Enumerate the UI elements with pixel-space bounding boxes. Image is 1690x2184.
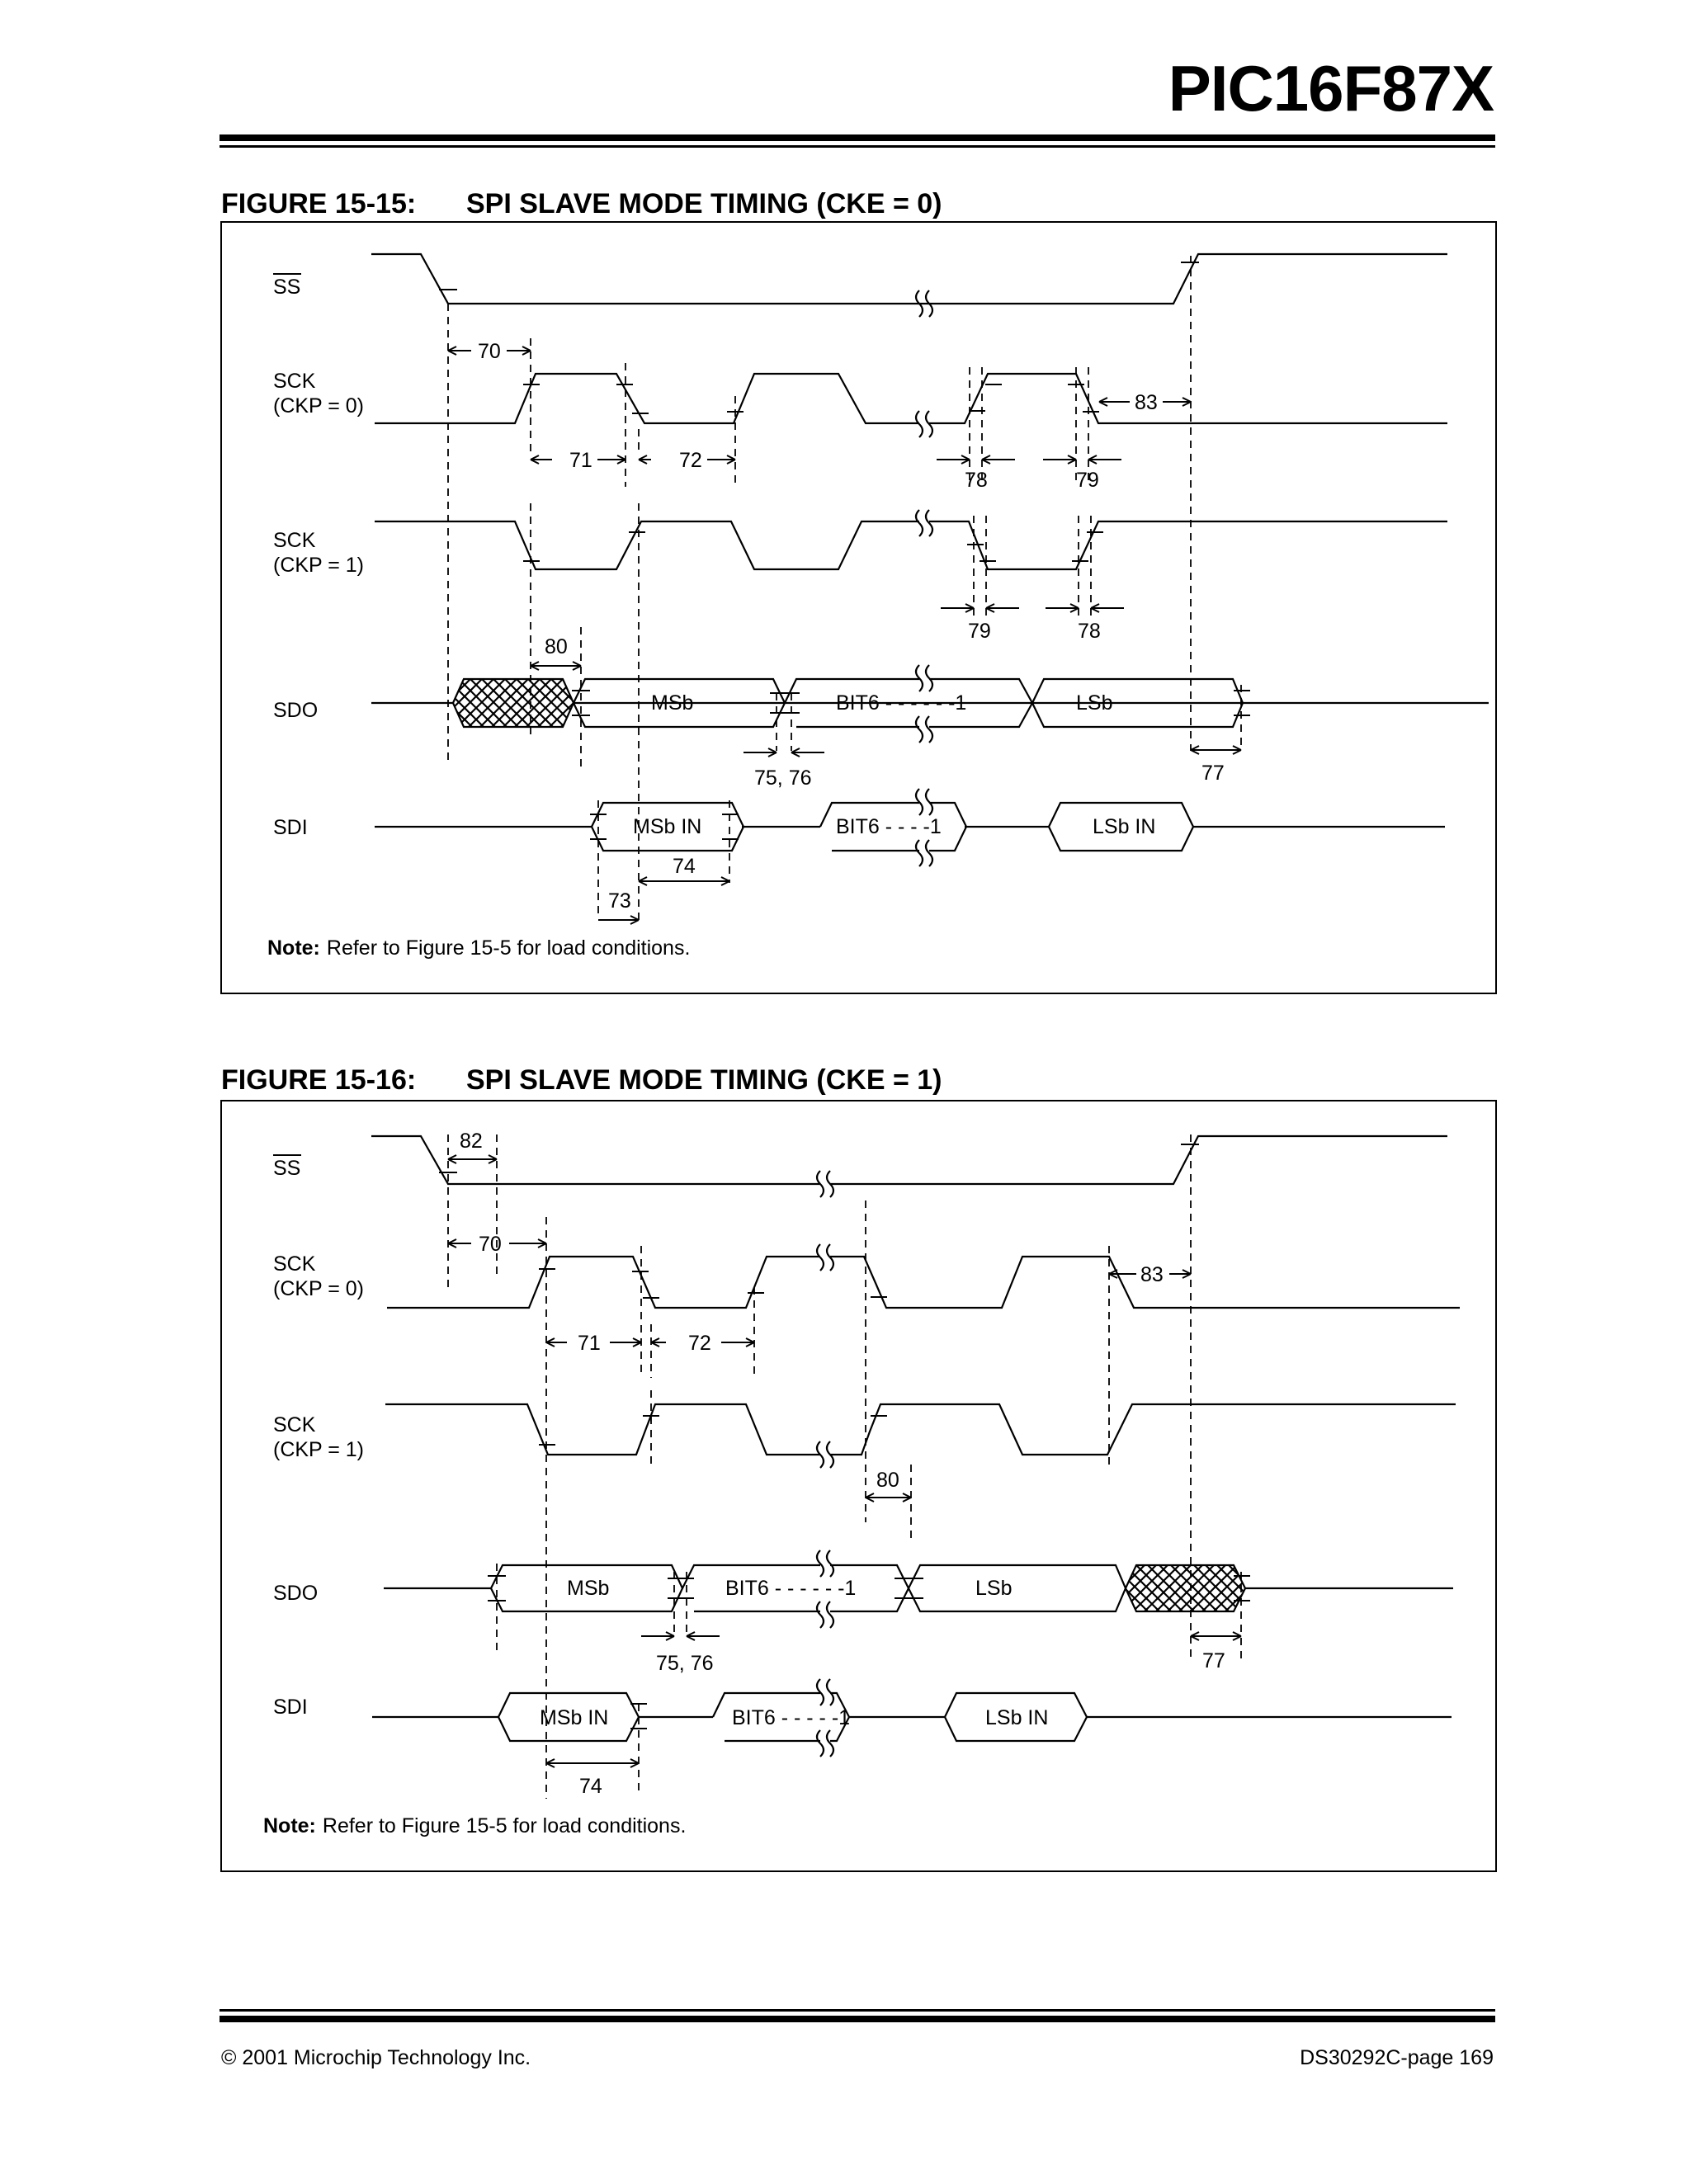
f1-dimension-arrows-part bbox=[941, 604, 1019, 612]
f2-dimension-arrows-part bbox=[866, 1493, 911, 1502]
footer-page-number: DS30292C-page 169 bbox=[1300, 2046, 1494, 2069]
f1-param-75-76: 75, 76 bbox=[754, 767, 812, 790]
f2-reference-lines bbox=[448, 1134, 1241, 1799]
f2-sdo-lsb: LSb bbox=[975, 1577, 1013, 1600]
f2-ss-break bbox=[817, 1171, 833, 1197]
f1-sdi-msbin: MSb IN bbox=[633, 815, 702, 838]
f1-sck1-label: SCK bbox=[273, 529, 316, 552]
f1-sck1-break-part bbox=[916, 510, 923, 536]
f1-note-text: Refer to Figure 15-5 for load conditions. bbox=[326, 936, 691, 960]
f1-sck1-wave bbox=[375, 521, 1447, 569]
header-rule-thin bbox=[220, 145, 1495, 148]
figure2-diagram bbox=[220, 1100, 1497, 1872]
f1-sdo-msb: MSb bbox=[651, 691, 694, 715]
f2-param-80: 80 bbox=[876, 1469, 899, 1492]
f1-sck1-break bbox=[916, 510, 932, 536]
f2-edge-ticks bbox=[439, 1144, 1250, 1729]
f2-param-75-76: 75, 76 bbox=[656, 1652, 714, 1675]
f2-note bbox=[263, 1814, 686, 1837]
f1-dimension-arrows-part bbox=[1043, 455, 1121, 464]
f2-dimension-arrows-part bbox=[448, 1155, 497, 1163]
f1-param-77: 77 bbox=[1201, 762, 1225, 785]
f2-dimension-arrows-part bbox=[546, 1759, 639, 1767]
figure1-caption bbox=[221, 188, 942, 220]
f2-sck1-break bbox=[817, 1441, 833, 1468]
f1-param-79b: 79 bbox=[968, 620, 991, 643]
f2-sdo-bit6: BIT6 - - - - - -1 bbox=[725, 1577, 857, 1600]
f2-sdo-msb: MSb bbox=[567, 1577, 610, 1600]
f1-param-73: 73 bbox=[608, 889, 631, 913]
footer-copyright: © 2001 Microchip Technology Inc. bbox=[221, 2046, 531, 2069]
f2-sck1-sub: (CKP = 1) bbox=[273, 1438, 364, 1461]
f1-sck0-sub: (CKP = 0) bbox=[273, 394, 364, 417]
f2-param-72: 72 bbox=[688, 1332, 711, 1355]
f2-sck0-break bbox=[817, 1244, 833, 1271]
f1-sck1-sub: (CKP = 1) bbox=[273, 554, 364, 577]
f1-param-70: 70 bbox=[478, 340, 501, 363]
f1-edge-ticks bbox=[439, 262, 1250, 839]
f1-param-74: 74 bbox=[673, 855, 696, 878]
f1-dimension-arrows-part bbox=[1191, 746, 1241, 754]
f1-dimension-arrows-part bbox=[598, 916, 639, 924]
f2-sck0-wave bbox=[387, 1257, 1460, 1308]
f2-ss-wave bbox=[371, 1136, 1447, 1184]
f2-note-text: Refer to Figure 15-5 for load conditions. bbox=[322, 1814, 687, 1837]
f1-note-label: Note: bbox=[267, 936, 320, 960]
f1-param-80: 80 bbox=[545, 635, 568, 658]
f2-dimension-arrows bbox=[448, 1155, 1241, 1767]
f2-param-74: 74 bbox=[579, 1775, 602, 1798]
f1-sck0-break bbox=[916, 411, 932, 437]
f1-ss-wave bbox=[371, 254, 1447, 304]
f1-ss-label: SS bbox=[273, 276, 301, 299]
f1-sck0-label: SCK bbox=[273, 370, 316, 393]
figure2-caption bbox=[221, 1064, 942, 1097]
f1-param-79a: 79 bbox=[1076, 469, 1099, 492]
f2-sdo-hatched-zone bbox=[1126, 1565, 1245, 1611]
figure1-timing-svg bbox=[222, 223, 1495, 993]
f2-sdi-lsbin: LSb IN bbox=[985, 1706, 1049, 1729]
f1-sdi-bit6in: BIT6 - - - -1 bbox=[836, 815, 942, 838]
f2-sdo-label: SDO bbox=[273, 1582, 319, 1605]
f2-ss-label: SS bbox=[273, 1157, 301, 1180]
f2-param-83: 83 bbox=[1140, 1263, 1164, 1286]
f2-dimension-arrows-part bbox=[1191, 1632, 1241, 1640]
f2-sck0-sub: (CKP = 0) bbox=[273, 1277, 364, 1300]
f1-param-83: 83 bbox=[1135, 391, 1158, 414]
f2-note-label: Note: bbox=[263, 1814, 316, 1837]
footer-rule-thick bbox=[220, 2016, 1495, 2022]
f2-sdi-msbin: MSb IN bbox=[540, 1706, 609, 1729]
f2-param-82: 82 bbox=[460, 1130, 483, 1153]
figure1-number: FIGURE 15-15: bbox=[221, 188, 417, 219]
f2-param-71: 71 bbox=[578, 1332, 601, 1355]
f1-note bbox=[267, 936, 690, 960]
figure1-title: SPI SLAVE MODE TIMING (CKE = 0) bbox=[466, 188, 942, 219]
header-rule-thick bbox=[220, 134, 1495, 141]
f2-sdi-label: SDI bbox=[273, 1696, 308, 1719]
figure2-timing-svg bbox=[222, 1101, 1495, 1870]
f1-dimension-arrows-part bbox=[531, 662, 581, 670]
f1-sdi-label: SDI bbox=[273, 816, 308, 839]
f1-sck1-break-part bbox=[926, 510, 932, 536]
f2-sck0-label: SCK bbox=[273, 1252, 316, 1276]
f2-sdi-bit6in: BIT6 - - - - -1 bbox=[732, 1706, 851, 1729]
f2-dimension-arrows-part bbox=[641, 1632, 720, 1640]
figure2-title: SPI SLAVE MODE TIMING (CKE = 1) bbox=[466, 1064, 942, 1096]
f1-dimension-arrows-part bbox=[639, 877, 729, 885]
f1-param-78b: 78 bbox=[1078, 620, 1101, 643]
figure1-diagram bbox=[220, 221, 1497, 994]
f1-param-78a: 78 bbox=[965, 469, 988, 492]
f1-dimension-arrows-part bbox=[1046, 604, 1124, 612]
f1-sdi-lsbin: LSb IN bbox=[1093, 815, 1156, 838]
f1-sdo-bit6: BIT6 - - - - - -1 bbox=[836, 691, 967, 715]
f1-param-71: 71 bbox=[569, 449, 592, 472]
figure2-number: FIGURE 15-16: bbox=[221, 1064, 417, 1096]
f1-sdo-lsb: LSb bbox=[1076, 691, 1113, 715]
f1-sdo-hatched-zone bbox=[453, 679, 574, 727]
f1-sck0-wave bbox=[375, 374, 1447, 423]
f2-sck1-label: SCK bbox=[273, 1413, 316, 1436]
footer-rule-thin bbox=[220, 2009, 1495, 2012]
f1-dimension-arrows-part bbox=[744, 748, 824, 757]
f2-param-70: 70 bbox=[479, 1233, 502, 1256]
page-header-title: PIC16F87X bbox=[1168, 52, 1494, 125]
f1-sdo-label: SDO bbox=[273, 699, 319, 722]
f1-param-72: 72 bbox=[679, 449, 702, 472]
f2-param-77: 77 bbox=[1202, 1649, 1225, 1672]
f1-dimension-arrows-part bbox=[937, 455, 1015, 464]
f2-sdo-lsb-box bbox=[909, 1565, 1126, 1611]
